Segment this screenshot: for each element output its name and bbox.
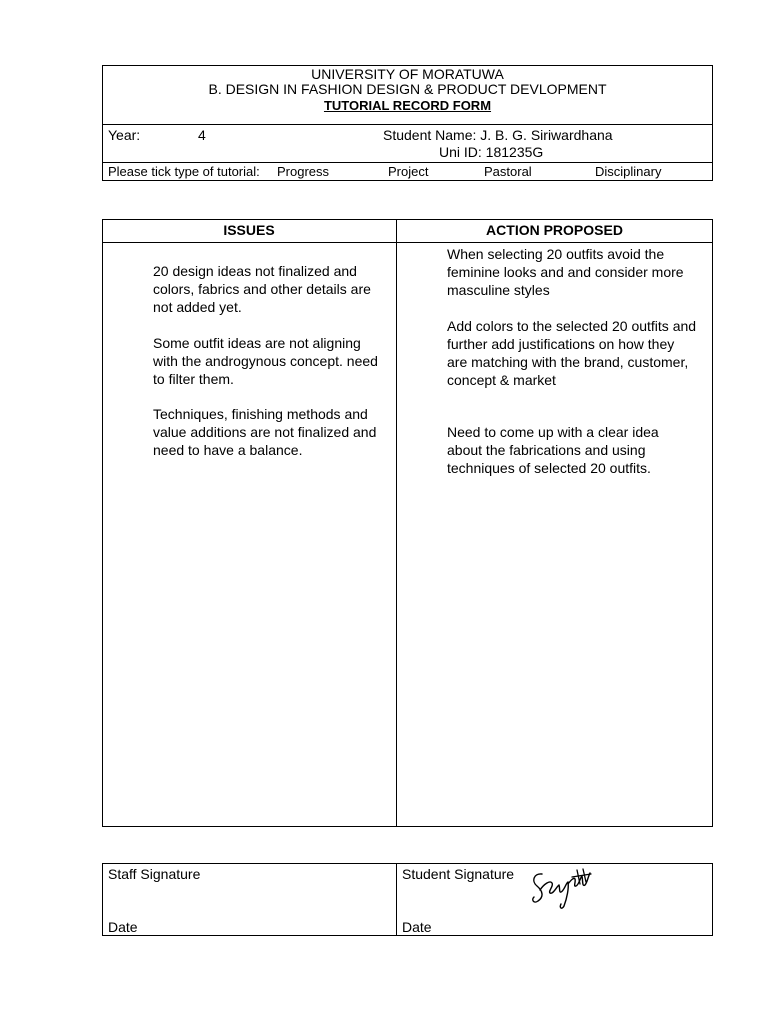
staff-signature-label: Staff Signature: [108, 866, 201, 882]
tutorial-type-pastoral[interactable]: Pastoral: [484, 164, 532, 179]
header-divider-1: [102, 124, 713, 125]
form-title: TUTORIAL RECORD FORM: [323, 98, 492, 113]
header-divider-2: [102, 162, 713, 163]
tutorial-type-project[interactable]: Project: [388, 164, 429, 179]
date-left-label: Date: [108, 919, 138, 935]
student-name: Student Name: J. B. G. Siriwardhana: [383, 127, 613, 143]
uni-id: Uni ID: 181235G: [439, 144, 544, 160]
issue-item: Some outfit ideas are not aligning with the androgynous concept. need to filter them.: [153, 335, 378, 387]
signature-column-divider: [396, 863, 397, 936]
table-header-divider: [102, 242, 713, 243]
date-right-label: Date: [402, 919, 432, 935]
tutorial-type-disciplinary[interactable]: Disciplinary: [595, 164, 662, 179]
issue-item: 20 design ideas not finalized and colors, fabrics and other details are not added yet.: [153, 263, 371, 315]
issues-header: ISSUES: [223, 222, 275, 238]
tick-prompt: Please tick type of tutorial:: [108, 164, 260, 179]
action-header: ACTION PROPOSED: [486, 222, 623, 238]
university-name: UNIVERSITY OF MORATUWA: [311, 66, 504, 82]
action-item: Need to come up with a clear idea about the fabrications and using techniques of selected 20 outfits.: [447, 424, 659, 476]
program-name: B. DESIGN IN FASHION DESIGN & PRODUCT DEVLOPMENT: [208, 81, 607, 97]
action-item: When selecting 20 outfits avoid the feminine looks and and consider more masculine styles: [447, 246, 684, 298]
table-column-divider: [396, 219, 397, 827]
year-label: Year:: [108, 127, 141, 143]
year-value: 4: [198, 127, 206, 143]
issue-item: Techniques, finishing methods and value additions are not finalized and need to have a balance.: [153, 406, 377, 458]
student-signature-label: Student Signature: [402, 866, 515, 882]
tutorial-type-progress[interactable]: Progress: [277, 164, 330, 179]
action-item: Add colors to the selected 20 outfits and further add justifications on how they are matching with the brand, customer, concept & market: [447, 318, 697, 388]
student-signature-scribble: [528, 864, 594, 912]
